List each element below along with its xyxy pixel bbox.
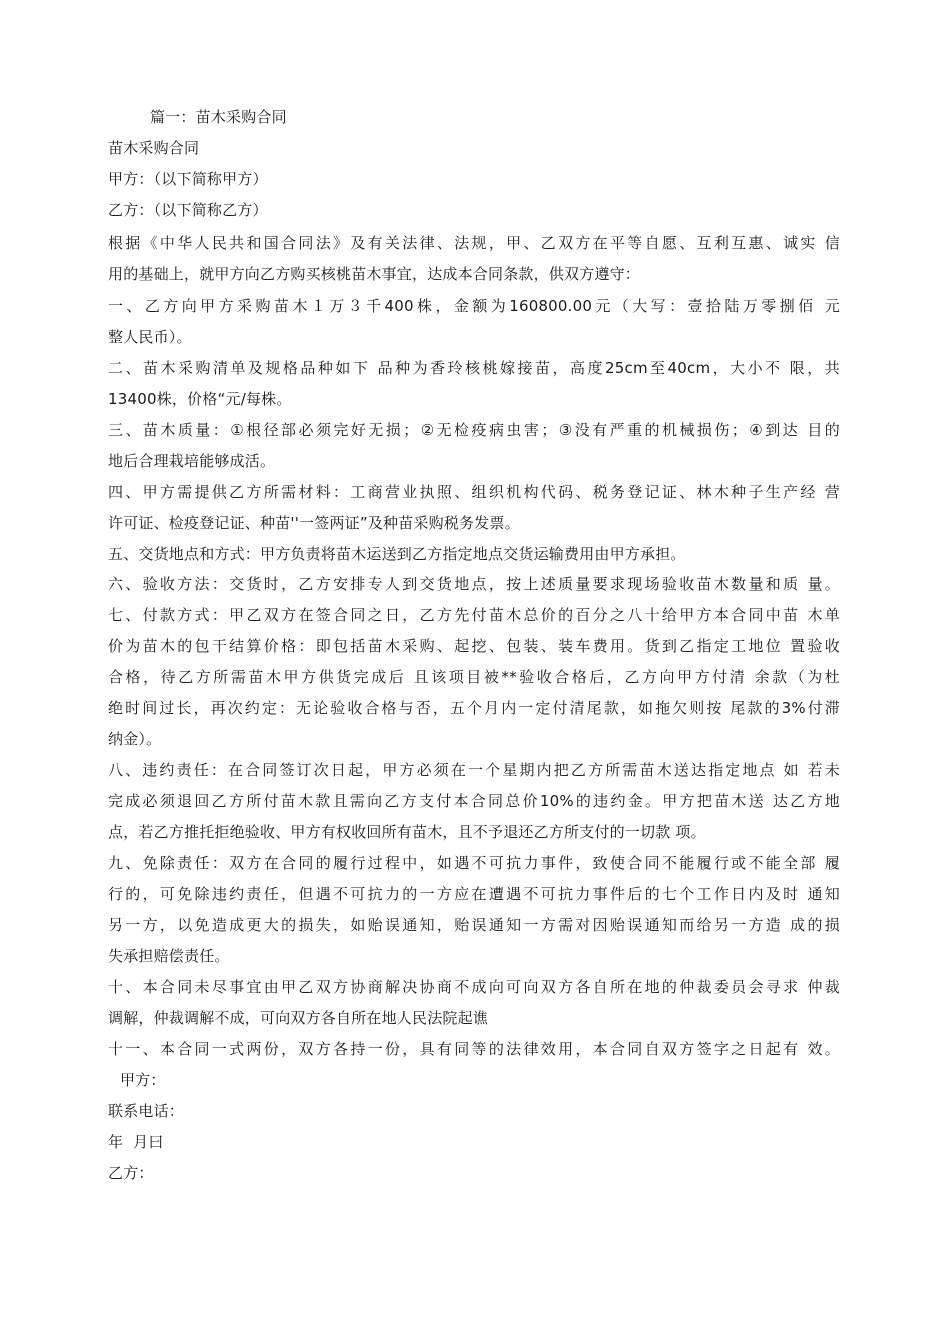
clause-7-line: 合格，待乙方所需苗木甲方供货完成后 且该项目被**验收合格后，乙方向甲方付清 余款（为杜 [108, 668, 840, 686]
clause-8-line: 八、违约责任：在合同签订次日起，甲方必须在一个星期内把乙方所需苗木送达指定地点 如 若未 [108, 761, 840, 779]
clause-5-line: 五、交货地点和方式：甲方负责将苗木运送到乙方指定地点交货运输费用由甲方承担。 [108, 545, 686, 563]
clause-11-line: 十一、本合同一式两份，双方各持一份，具有同等的法律效用，本合同自双方签字之日起有 效。 [108, 1040, 840, 1058]
clause-7-line: 价为苗木的包干结算价格：即包括苗木采购、起挖、包装、装车费用。货到乙指定工地位 置验收 [108, 637, 840, 655]
clause-1-line: 一、乙方向甲方采购苗木１万３千400株，金额为160800.00元（大写：壹拾陆万零捌佰 元 [108, 297, 840, 315]
clause-2-line: 二、苗木采购清单及规格品种如下 品种为香玲核桃嫁接苗，高度25cm至40cm，大小不 限，共 [108, 359, 840, 377]
clause-10-line: 十、本合同未尽事宜由甲乙双方协商解决协商不成向可向双方各自所在地的仲裁委员会寻求 仲裁 [108, 978, 840, 996]
clause-4-line: 许可证、检疫登记证、种苗''一签两证”及种苗采购税务发票。 [108, 514, 520, 532]
clause-6-line: 六、验收方法：交货时，乙方安排专人到交货地点，按上述质量要求现场验收苗木数量和质 量。 [108, 575, 840, 593]
intro-line: 根据《中华人民共和国合同法》及有关法律、法规，甲、乙双方在平等自愿、互利互惠、诚实 信 [108, 234, 840, 252]
clause-3-line: 三、苗木质量：①根径部必须完好无损；②无检疫病虫害；③没有严重的机械损伤；④到达 目的 [108, 421, 840, 439]
clause-9-line: 另一方，以免造成更大的损失，如贻误通知，贻误通知一方需对因贻误通知而给另一方造 成的损 [108, 916, 840, 934]
clause-2-line: 13400株，价格“元/每株。 [108, 390, 292, 408]
clause-8-line: 点，若乙方推托拒绝验收、甲方有权收回所有苗木，且不予退还乙方所支付的一切款 项。 [108, 823, 706, 841]
clause-10-line: 调解，仲裁调解不成，可向双方各自所在地人民法院起谯 [108, 1009, 489, 1027]
clause-4-line: 四、甲方需提供乙方所需材料：工商营业执照、组织机构代码、税务登记证、林木种子生产经 营 [108, 483, 840, 501]
clause-7-line: 纳金）。 [108, 730, 162, 748]
intro-line: 用的基础上，就甲方向乙方购买核桃苗木事宜，达成本合同条款，供双方遵守： [108, 265, 641, 283]
contract-title: 苗木采购合同 [108, 139, 200, 157]
section-heading: 篇一：苗木采购合同 [150, 108, 287, 126]
signature-party-b: 乙方： [108, 1164, 154, 1182]
signature-phone: 联系电话： [108, 1102, 185, 1120]
clause-8-line: 完成必须退回乙方所付苗木款且需向乙方支付本合同总价10%的违约金。甲方把苗木送 达乙方地 [108, 792, 840, 810]
party-a-line: 甲方：（以下简称甲方） [108, 170, 268, 188]
clause-9-line: 失承担赔偿责任。 [108, 947, 230, 965]
signature-date: 年 月曰 [108, 1133, 164, 1151]
signature-party-a: 甲方： [120, 1071, 166, 1089]
clause-7-line: 绝时间过长，再次约定：无论验收合格与否，五个月内一定付清尾款，如拖欠则按 尾款的3%付滞 [108, 699, 840, 717]
clause-3-line: 地后合理栽培能够成活。 [108, 452, 276, 470]
clause-9-line: 九、免除责任：双方在合同的履行过程中，如遇不可抗力事件，致使合同不能履行或不能全部 履 [108, 854, 840, 872]
party-b-line: 乙方：（以下简称乙方） [108, 201, 268, 219]
clause-9-line: 行的，可免除违约责任，但遇不可抗力的一方应在遭遇不可抗力事件后的七个工作日内及时 通知 [108, 885, 840, 903]
clause-7-line: 七、付款方式：甲乙双方在签合同之日，乙方先付苗木总价的百分之八十给甲方本合同中苗 木单 [108, 606, 840, 624]
clause-1-line: 整人民币）。 [108, 328, 192, 346]
